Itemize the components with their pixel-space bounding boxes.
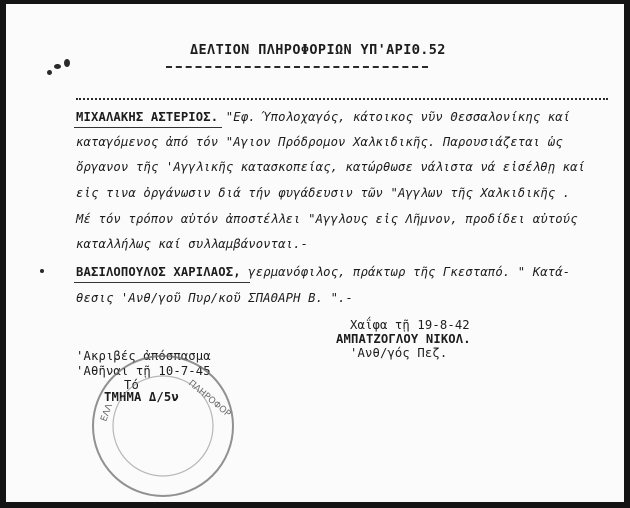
ink-stamp-seal	[68, 326, 258, 502]
document-sheet	[6, 4, 624, 502]
entry-1-name-underline	[74, 127, 222, 128]
signature-rank: 'Ανθ/γός Πεζ.	[350, 346, 448, 360]
entry-2-line-1	[76, 265, 570, 279]
entry-1-line-1	[76, 110, 570, 124]
entry-1-line-2: καταγόμενος ἀπό τόν "Αγιον Πρόδρομον Χαλκιδικῆς. Παρουσιάζεται ὡς	[76, 135, 563, 149]
certification-line-3: Τό	[124, 378, 139, 392]
entry-1-line-4: εἰς τινα ὀργάνωσιν διά τήν φυγάδευσιν τῶν "Αγγλων τῆς Χαλκιδικῆς .	[76, 186, 571, 200]
punch-mark	[47, 70, 52, 75]
signature-place-date: Χαΐφα τῇ 19-8-42	[350, 318, 470, 332]
entry-1-line-6: καταλλήλως καί συλλαμβάνονται.-	[76, 237, 309, 251]
entry-1-text: "Εφ. Ύπολοχαγός, κάτοικος νῦν Θεσσαλονίκης καί	[225, 110, 571, 124]
entry-1-line-3: ὄργανον τῆς 'Αγγλικῆς κατασκοπείας, κατώρθωσε νάλιστα νά εἰσέλθῃ καί	[76, 160, 586, 174]
stamp-svg	[68, 326, 258, 502]
certification-line-2: 'Αθῆναι τῇ 10-7-45	[76, 364, 211, 378]
certification-line-4: ΤΜΗΜΑ Δ/5ν	[104, 390, 179, 404]
entry-2-text: γερμανόφιλος, πράκτωρ τῆς Γκεσταπό. " Κατά-	[248, 265, 571, 279]
entry-2-name: ΒΑΣΙΛΟΠΟΥΛΟΣ ΧΑΡΙΛΑΟΣ,	[76, 265, 241, 279]
entry-2-line-2: θεσις 'Ανθ/γοῦ Πυρ/κοῦ ΣΠΑΘΑΡΗ Β. ".-	[76, 291, 354, 305]
entry-1-line-5: Μέ τόν τρόπον αὐτόν ἀποστέλλει "Αγγλους εἰς Λῆμνον, προδίδει αὐτούς	[76, 212, 578, 226]
bullet-mark	[40, 269, 44, 273]
dotted-separator	[76, 98, 608, 100]
title-dashed-underline	[166, 66, 428, 68]
certification-line-1: 'Ακριβές ἀπόσπασμα	[76, 349, 211, 363]
signature-name: ΑΜΠΑΤΖΟΓΛΟΥ ΝΙΚΟΛ.	[336, 332, 471, 346]
entry-1-name: ΜΙΧΑΛΑΚΗΣ ΑΣΤΕΡΙΟΣ.	[76, 110, 219, 124]
stamp-text-right: ΠΛΗΡΟΦΟΡ	[186, 378, 233, 420]
entry-2-name-underline	[74, 282, 250, 283]
punch-mark	[64, 59, 70, 67]
document-title: ΔΕΛΤΙΟΝ ΠΛΗΡΟΦΟΡΙΩΝ ΥΠ'ΑΡΙΘ.52	[190, 42, 446, 58]
punch-mark	[54, 64, 61, 69]
stamp-text-left: ΕΛΛ	[99, 402, 115, 424]
